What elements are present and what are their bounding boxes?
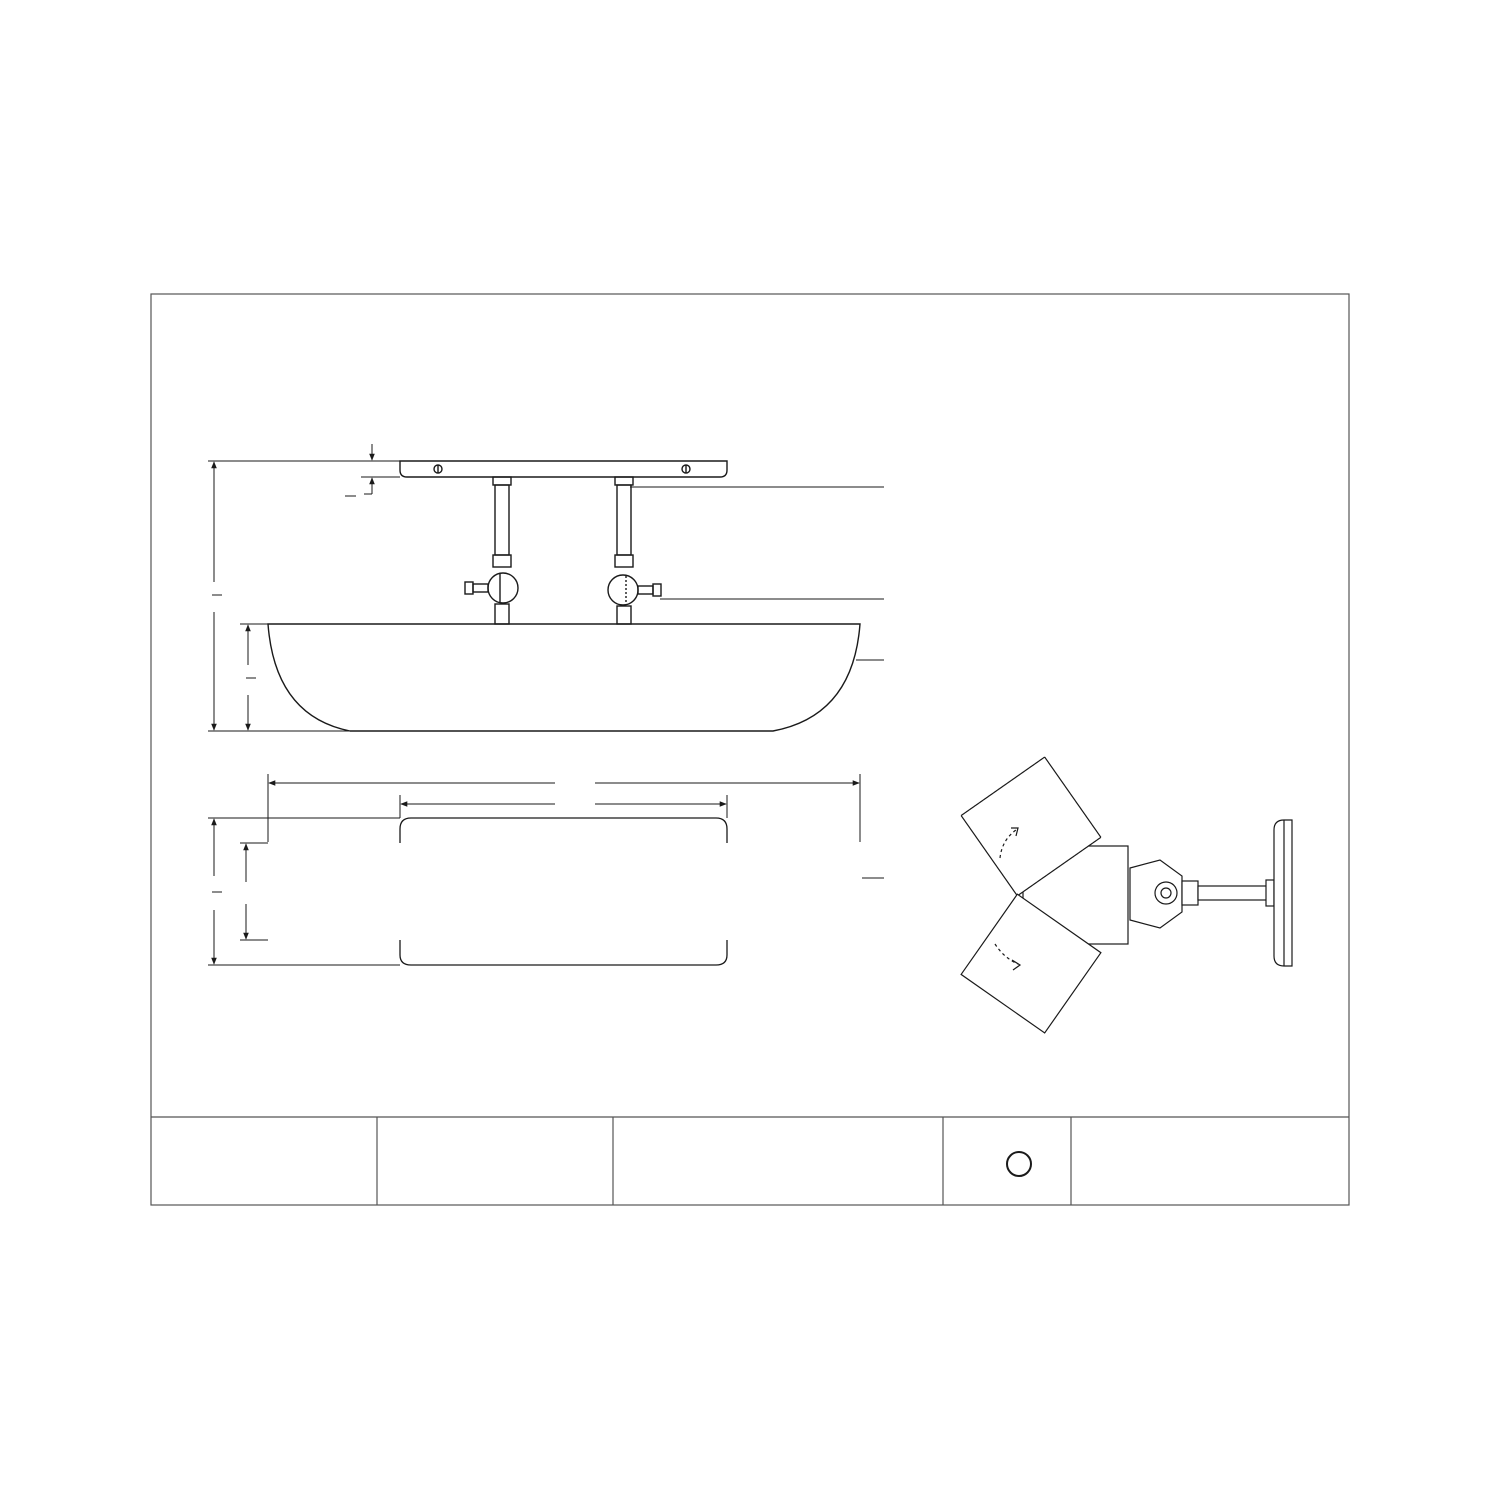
side-view-dimensions [208,774,884,965]
drawing-frame [151,294,1349,1205]
wall-plate [1274,820,1292,966]
top-view-labels [212,496,356,678]
swivel-knuckle-left [488,573,518,603]
item-number-cell [151,1117,377,1205]
mounting-plate [400,461,727,477]
swivel-knuckle [1155,882,1177,904]
arm-collar-left [493,477,511,485]
arm-stem-right [617,485,631,555]
adjust-knob-left [473,584,488,592]
adjust-knob-right [638,586,653,594]
top-view-dimensions [208,444,884,731]
ul-certification-mark [1007,1152,1031,1176]
arm-joint-left [493,555,511,567]
top-view-drawing [268,461,860,731]
arm-collar-right [615,477,633,485]
arm-tube [1198,886,1268,900]
profile-view-drawing [961,757,1292,1033]
ul-circle [1007,1152,1031,1176]
backplate-upper [400,818,727,843]
arm-neck-left [495,604,509,624]
swivel-knuckle-right [608,575,638,605]
arm-base [1266,880,1274,906]
side-view-drawing [400,818,727,965]
arm-neck-right [617,606,631,624]
arm-stem-left [495,485,509,555]
product-name-cell [377,1117,613,1205]
arm-collar [1182,881,1198,905]
adjust-knob-cap-left [465,582,473,594]
arm-joint-right [615,555,633,567]
adjust-knob-cap-right [653,584,661,596]
backplate-lower [400,940,727,965]
shade-top-view [268,624,860,731]
overall-dimensions-cell [613,1117,943,1205]
